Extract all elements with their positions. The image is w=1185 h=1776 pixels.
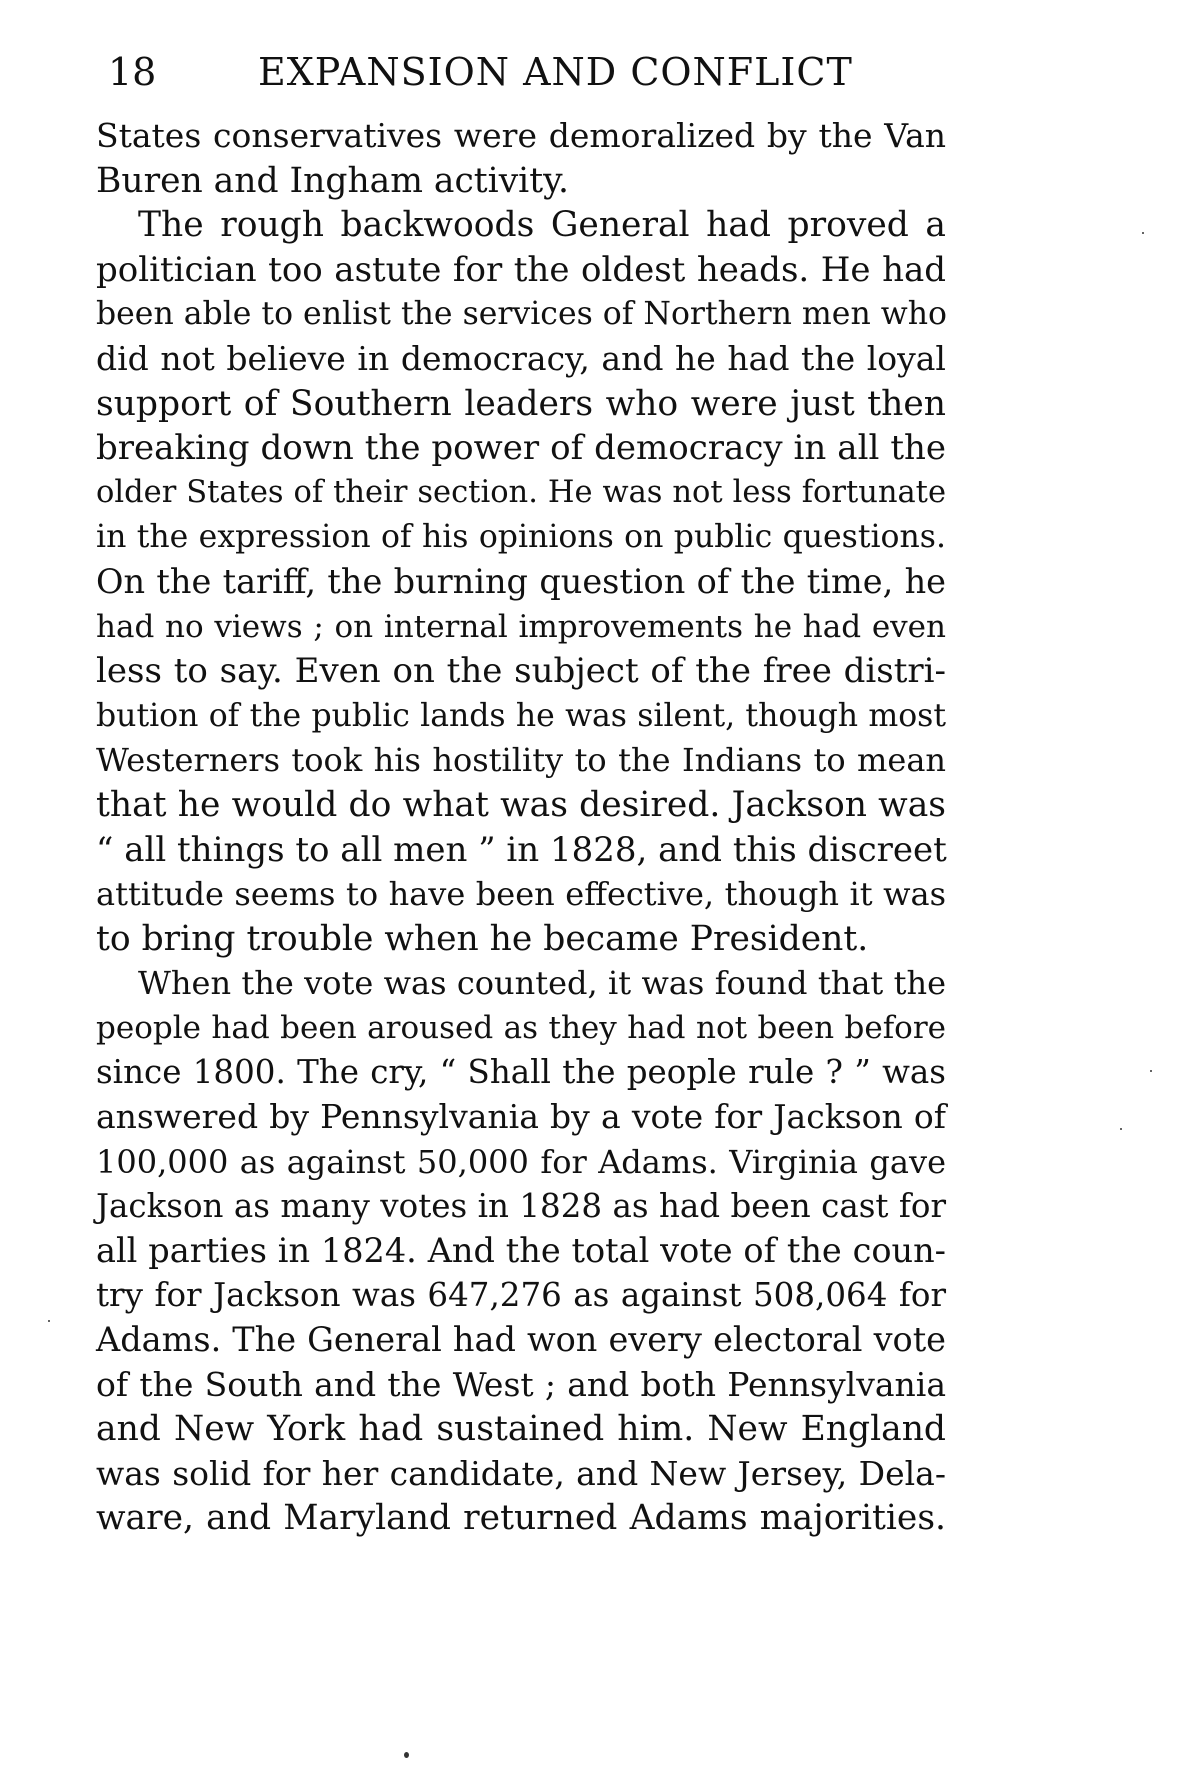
text-line: attitude seems to have been effective, though it was [96, 875, 946, 914]
paragraph [96, 961, 946, 1541]
text-line: ware, and Maryland returned Adams majorities. [96, 1498, 946, 1539]
text-line: of the South and the West ; and both Pennsylvania [96, 1364, 946, 1404]
text-line: and New York had sustained him. New England [96, 1409, 946, 1450]
text-line: When the vote was counted, it was found that the [138, 964, 946, 1003]
page-number: 18 [108, 50, 157, 94]
text-line: 100,000 as against 50,000 for Adams. Virginia gave [96, 1142, 946, 1181]
running-title: EXPANSION AND CONFLICT [258, 50, 853, 94]
text-line: breaking down the power of democracy in all the [96, 428, 946, 469]
scan-speck [48, 1320, 50, 1322]
text-line: States conservatives were demoralized by the Van [96, 116, 946, 155]
text-line: was solid for her candidate, and New Jersey, Dela- [96, 1453, 946, 1493]
text-line: people had been aroused as they had not been before [96, 1009, 946, 1046]
scan-speck [1150, 1070, 1152, 1072]
text-line: answered by Pennsylvania by a vote for Jackson of [96, 1097, 946, 1137]
text-line: The rough backwoods General had proved a [138, 205, 946, 246]
text-line: politician too astute for the oldest heads. He had [96, 249, 946, 290]
paragraph [96, 203, 946, 961]
scan-speck [1142, 232, 1144, 234]
text-line: bution of the public lands he was silent, though most [96, 697, 946, 734]
text-line: that he would do what was desired. Jackson was [96, 784, 946, 825]
scan-speck [404, 1752, 409, 1758]
text-line: Jackson as many votes in 1828 as had been cast for [96, 1187, 946, 1226]
scan-speck [1120, 1128, 1122, 1130]
text-line: been able to enlist the services of Northern men who [96, 296, 947, 333]
text-line: to bring trouble when he became President. [96, 918, 869, 959]
text-line: On the tariff, the burning question of the time, he [96, 561, 946, 601]
text-line: Buren and Ingham activity. [96, 160, 569, 201]
text-line: in the expression of his opinions on public questions. [96, 519, 946, 556]
page-header [108, 44, 948, 100]
text-line: older States of their section. He was not less fortunate [96, 474, 946, 510]
text-line: Adams. The General had won every electoral vote [96, 1320, 946, 1360]
text-line: all parties in 1824. And the total vote of the coun- [96, 1230, 946, 1270]
text-line: support of Southern leaders who were just then [96, 383, 946, 424]
text-line: try for Jackson was 647,276 as against 508,064 for [96, 1276, 946, 1315]
text-line: had no views ; on internal improvements he had even [96, 608, 946, 645]
text-line: Westerners took his hostility to the Indians to mean [96, 741, 946, 780]
body-text [96, 114, 946, 1541]
paragraph [96, 114, 946, 203]
text-line: did not believe in democracy, and he had the loyal [96, 338, 946, 378]
text-line: “ all things to all men ” in 1828, and this discreet [96, 829, 947, 870]
text-line: less to say. Even on the subject of the free distri- [96, 651, 946, 692]
text-line: since 1800. The cry, “ Shall the people rule ? ” was [96, 1053, 946, 1092]
